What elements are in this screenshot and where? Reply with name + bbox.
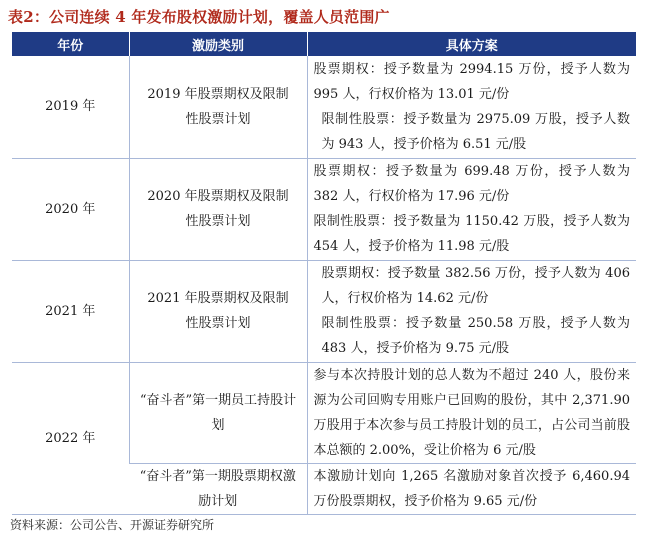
year-cell: 2021 年 [12, 260, 129, 362]
table-title: 表2：公司连续 4 年发布股权激励计划，覆盖人员范围广 [8, 8, 390, 26]
plan-cell [307, 158, 636, 260]
category-cell: 2020 年股票期权及限制性股票计划 [129, 158, 307, 260]
plan-cell [307, 260, 636, 362]
header-category: 激励类别 [129, 32, 307, 56]
plan-cell: 参与本次持股计划的总人数为不超过 240 人，股份来源为公司回购专用账户已回购的股份，其中 2,371.90 万股用于本次参与员工持股计划的员工，占公司当前股本总额的 2.00%，受让价格为 6 元/股 [307, 362, 636, 463]
header-row [12, 32, 636, 56]
plan-line: 股票期权：授予数量为 2994.15 万份，授予人数为 995 人，行权价格为 13.01 元/份 [313, 61, 630, 102]
plan-line: 限制性股票：授予数量为 1150.42 万股，授予人数为 454 人，授予价格为 11.98 元/股 [313, 214, 630, 254]
header-year: 年份 [12, 32, 129, 56]
table-row [12, 56, 636, 158]
table-row [12, 362, 636, 463]
header-plan: 具体方案 [307, 32, 636, 56]
plan-line: 股票期权：授予数量为 699.48 万份，授予人数为 382 人，行权价格为 17.96 元/份 [313, 164, 630, 204]
category-cell: 2019 年股票期权及限制性股票计划 [129, 56, 307, 158]
plan-line: 限制性股票：授予数量为 2975.09 万股，授予人数为 943 人，授予价格为 6.51 元/股 [321, 111, 630, 152]
plan-line: 限制性股票：授予数量 250.58 万股，授予人数为 483 人，授予价格为 9.75 元/股 [321, 316, 630, 356]
source-note: 资料来源：公司公告、开源证券研究所 [10, 518, 215, 532]
year-cell: 2020 年 [12, 158, 129, 260]
category-cell: 2021 年股票期权及限制性股票计划 [129, 260, 307, 362]
plan-cell [307, 56, 636, 158]
plan-cell: 本激励计划向 1,265 名激励对象首次授予 6,460.94 万份股票期权，授予价格为 9.65 元/份 [307, 463, 636, 514]
year-cell: 2022 年 [12, 362, 129, 514]
plan-line: 股票期权：授予数量 382.56 万份，授予人数为 406 人，行权价格为 14.62 元/份 [321, 266, 630, 306]
year-cell: 2019 年 [12, 56, 129, 158]
table-row [12, 260, 636, 362]
incentive-table [12, 32, 636, 515]
table-row [12, 158, 636, 260]
category-cell: “奋斗者”第一期股票期权激励计划 [129, 463, 307, 514]
category-cell: “奋斗者”第一期员工持股计划 [129, 362, 307, 463]
